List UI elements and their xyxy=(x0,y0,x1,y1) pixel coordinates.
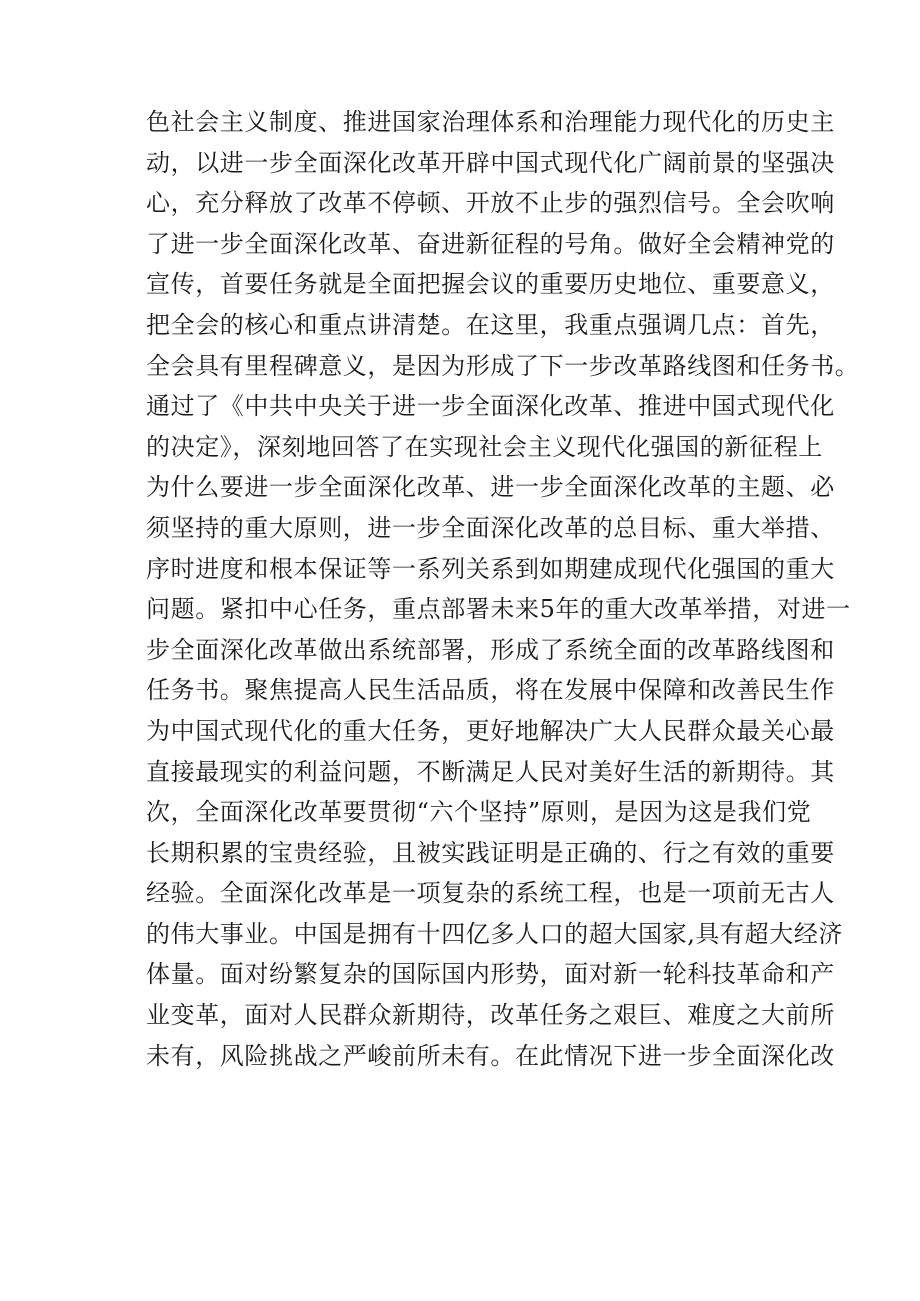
text-line-19: 长期积累的宝贵经验，且被实践证明是正确的、行之有效的重要 xyxy=(146,838,835,867)
text-line-17: 直接最现实的利益问题，不断满足人民对美好生活的新期待。其 xyxy=(146,757,835,786)
text-line-7: 全会具有里程碑意义，是因为形成了下一步改革路线图和任务书。 xyxy=(146,351,860,380)
text-line-16: 为中国式现代化的重大任务，更好地解决广大人民群众最关心最 xyxy=(146,716,835,745)
text-line-10: 为什么要进一步全面深化改革、进一步全面深化改革的主题、必 xyxy=(146,473,835,502)
text-line-22: 体量。面对纷繁复杂的国际国内形势，面对新一轮科技革命和产 xyxy=(146,960,835,989)
text-line-6: 把全会的核心和重点讲清楚。在这里，我重点强调几点：首先， xyxy=(146,310,835,339)
text-line-2: 动，以进一步全面深化改革开辟中国式现代化广阔前景的坚强决 xyxy=(146,148,835,177)
text-line-1: 色社会主义制度、推进国家治理体系和治理能力现代化的历史主 xyxy=(146,108,835,136)
text-line-13: 问题。紧扣中心任务，重点部署未来5年的重大改革举措，对进一 xyxy=(146,595,851,624)
text-line-3: 心，充分释放了改革不停顿、开放不止步的强烈信号。全会吹响 xyxy=(146,189,835,218)
text-line-21: 的伟大事业。中国是拥有十四亿多人口的超大国家,具有超大经济 xyxy=(146,919,844,948)
text-line-23: 业变革，面对人民群众新期待，改革任务之艰巨、难度之大前所 xyxy=(146,1001,835,1030)
text-line-14: 步全面深化改革做出系统部署，形成了系统全面的改革路线图和 xyxy=(146,635,835,664)
text-line-9: 的决定》，深刻地回答了在实现社会主义现代化强国的新征程上 xyxy=(146,432,823,461)
text-line-5: 宣传，首要任务就是全面把握会议的重要历史地位、重要意义， xyxy=(146,270,835,299)
text-line-12: 序时进度和根本保证等一系列关系到如期建成现代化强国的重大 xyxy=(146,554,835,583)
text-line-18: 次，全面深化改革要贯彻“六个坚持”原则，是因为这是我们党 xyxy=(146,798,812,827)
text-line-8: 通过了《中共中央关于进一步全面深化改革、推进中国式现代化 xyxy=(146,392,835,421)
text-line-11: 须坚持的重大原则，进一步全面深化改革的总目标、重大举措、 xyxy=(146,513,835,542)
text-line-20: 经验。全面深化改革是一项复杂的系统工程，也是一项前无古人 xyxy=(146,879,835,908)
text-line-15: 任务书。聚焦提高人民生活品质，将在发展中保障和改善民生作 xyxy=(146,676,835,705)
body-paragraph xyxy=(146,102,860,1076)
text-line-4: 了进一步全面深化改革、奋进新征程的号角。做好全会精神党的 xyxy=(146,229,835,258)
text-line-24: 未有，风险挑战之严峻前所未有。在此情况下进一步全面深化改 xyxy=(146,1041,835,1070)
